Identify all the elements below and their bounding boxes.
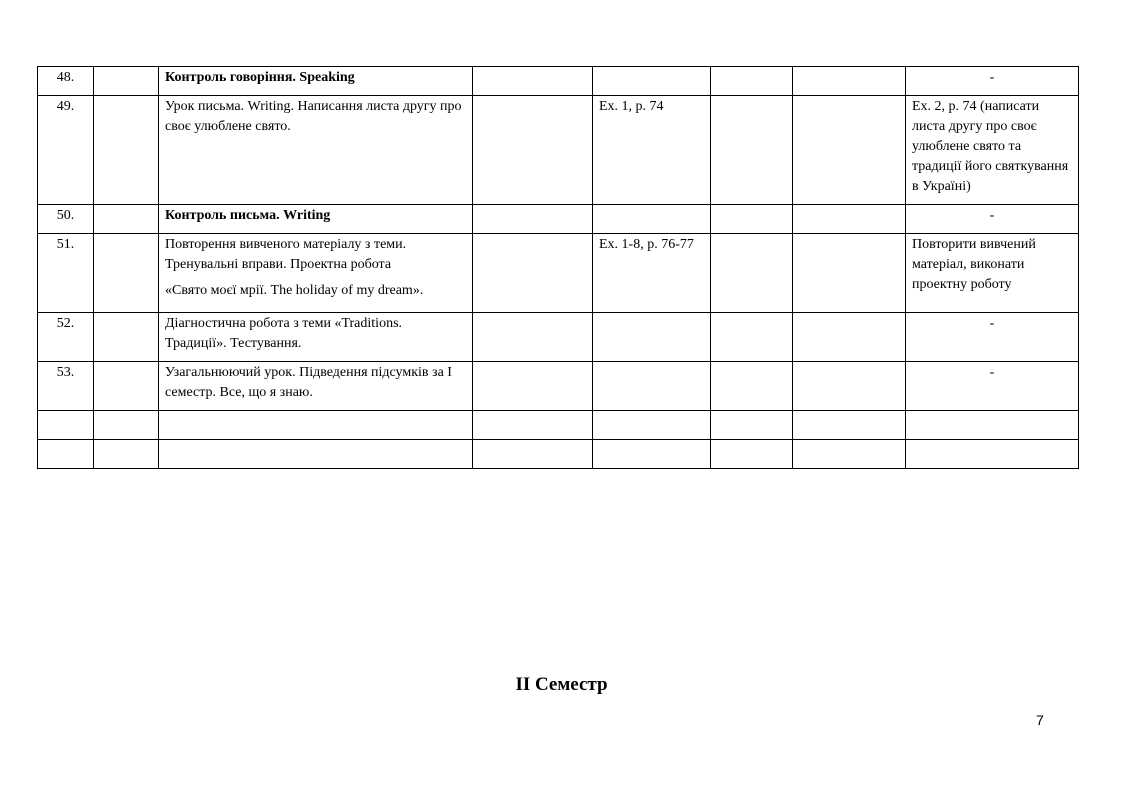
empty-cell xyxy=(711,362,793,411)
lesson-number: 49. xyxy=(38,96,94,205)
page-number: 7 xyxy=(1036,712,1044,728)
empty-cell xyxy=(38,411,94,440)
lesson-number: 52. xyxy=(38,313,94,362)
empty-cell xyxy=(159,411,473,440)
semester-heading: II Семестр xyxy=(515,674,608,695)
empty-cell xyxy=(793,440,906,469)
lesson-topic: Контроль говоріння. Speaking xyxy=(159,67,473,96)
homework-cell: Повторити вивчений матеріал, виконати проектну роботу xyxy=(906,234,1079,313)
lesson-topic-line1: Повторення вивченого матеріалу з теми. Тренувальні вправи. Проектна робота xyxy=(165,237,407,272)
lesson-topic xyxy=(159,234,473,313)
exercise-cell xyxy=(593,362,711,411)
date-cell xyxy=(94,234,159,313)
lesson-number: 48. xyxy=(38,67,94,96)
empty-cell xyxy=(473,96,593,205)
empty-cell xyxy=(593,440,711,469)
table-row xyxy=(38,362,1079,411)
homework-cell: - xyxy=(906,205,1079,234)
empty-cell xyxy=(94,440,159,469)
exercise-cell xyxy=(593,67,711,96)
lesson-number: 50. xyxy=(38,205,94,234)
exercise-cell: Ex. 1, p. 74 xyxy=(593,96,711,205)
homework-cell: - xyxy=(906,67,1079,96)
homework-cell: - xyxy=(906,362,1079,411)
empty-cell xyxy=(159,440,473,469)
lesson-topic-line2: «Свято моєї мрії. The holiday of my dream». xyxy=(165,283,424,298)
empty-cell xyxy=(473,205,593,234)
empty-cell xyxy=(711,313,793,362)
empty-cell xyxy=(711,67,793,96)
empty-cell xyxy=(793,234,906,313)
empty-cell xyxy=(793,67,906,96)
empty-cell xyxy=(473,67,593,96)
exercise-cell xyxy=(593,313,711,362)
empty-cell xyxy=(711,411,793,440)
lesson-topic: Урок письма. Writing. Написання листа другу про своє улюблене свято. xyxy=(159,96,473,205)
exercise-cell: Ex. 1-8, p. 76-77 xyxy=(593,234,711,313)
date-cell xyxy=(94,96,159,205)
empty-cell xyxy=(473,440,593,469)
homework-cell: - xyxy=(906,313,1079,362)
table-row xyxy=(38,234,1079,313)
table-row xyxy=(38,67,1079,96)
empty-cell xyxy=(793,313,906,362)
empty-cell xyxy=(793,205,906,234)
table-row xyxy=(38,96,1079,205)
lesson-number: 51. xyxy=(38,234,94,313)
empty-cell xyxy=(473,362,593,411)
empty-cell xyxy=(38,440,94,469)
lesson-topic: Узагальнюючий урок. Підведення підсумків за I семестр. Все, що я знаю. xyxy=(159,362,473,411)
empty-cell xyxy=(793,411,906,440)
lesson-topic: Контроль письма. Writing xyxy=(159,205,473,234)
table-row xyxy=(38,313,1079,362)
table-row xyxy=(38,205,1079,234)
table-row-empty xyxy=(38,411,1079,440)
empty-cell xyxy=(473,313,593,362)
lesson-topic: Діагностична робота з теми «Traditions. Традиції». Тестування. xyxy=(159,313,473,362)
empty-cell xyxy=(473,234,593,313)
empty-cell xyxy=(711,440,793,469)
empty-cell xyxy=(906,440,1079,469)
empty-cell xyxy=(94,411,159,440)
date-cell xyxy=(94,362,159,411)
date-cell xyxy=(94,313,159,362)
empty-cell xyxy=(711,234,793,313)
empty-cell xyxy=(793,362,906,411)
empty-cell xyxy=(906,411,1079,440)
homework-cell: Ex. 2, p. 74 (написати листа другу про своє улюблене свято та традиції його святкування в Україні) xyxy=(906,96,1079,205)
empty-cell xyxy=(711,96,793,205)
date-cell xyxy=(94,67,159,96)
empty-cell xyxy=(793,96,906,205)
lesson-number: 53. xyxy=(38,362,94,411)
empty-cell xyxy=(473,411,593,440)
empty-cell xyxy=(711,205,793,234)
table-row-empty xyxy=(38,440,1079,469)
lesson-plan-table xyxy=(37,66,1079,469)
date-cell xyxy=(94,205,159,234)
empty-cell xyxy=(593,411,711,440)
exercise-cell xyxy=(593,205,711,234)
